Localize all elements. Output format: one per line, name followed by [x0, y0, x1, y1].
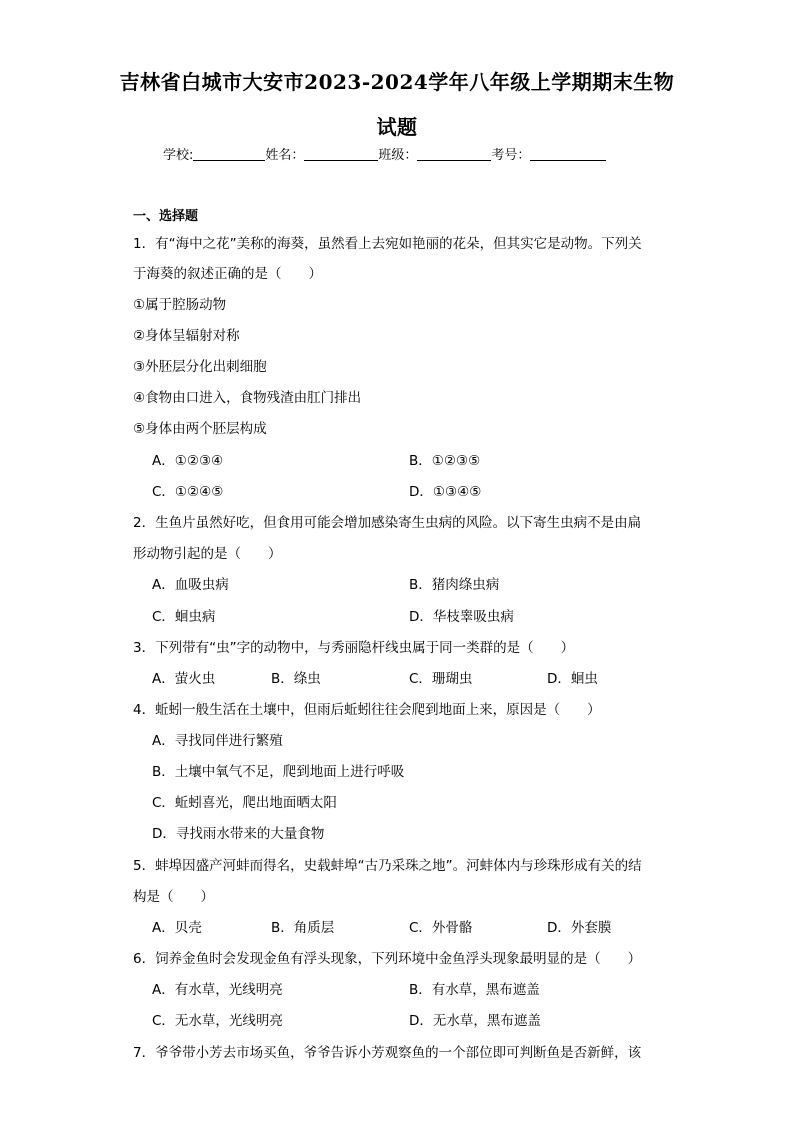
question-2-stem-cont: 形动物引起的是（ ） [133, 546, 282, 562]
question-1-statement: ①属于腔肠动物 [133, 297, 227, 313]
question-4-option-a[interactable]: A．寻找同伴进行繁殖 [152, 733, 283, 749]
class-label: 班级： [378, 148, 418, 163]
question-3-stem: 3．下列带有“虫”字的动物中，与秀丽隐杆线虫属于同一类群的是（ ） [133, 640, 575, 656]
question-3-option-a[interactable]: A．萤火虫 [152, 671, 216, 687]
school-label: 学校: [163, 148, 194, 163]
page-title: 吉林省白城市大安市2023-2024学年八年级上学期期末生物 [119, 70, 675, 94]
question-1-option-b[interactable]: B．①②③⑤ [409, 453, 481, 469]
question-1-option-d[interactable]: D．①③④⑤ [409, 484, 482, 500]
section-heading: 一、选择题 [133, 209, 199, 224]
number-field[interactable] [530, 146, 606, 161]
question-2-option-b[interactable]: B．猪肉绦虫病 [409, 577, 500, 593]
page-title-continued: 试题 [376, 115, 418, 139]
question-5-stem-cont: 构是（ ） [133, 889, 214, 905]
question-2-stem: 2．生鱼片虽然好吃，但食用可能会增加感染寄生虫病的风险。以下寄生虫病不是由扁 [133, 515, 642, 531]
question-1-statement: ⑤身体由两个胚层构成 [133, 421, 267, 437]
question-3-option-b[interactable]: B．绦虫 [271, 671, 321, 687]
name-field[interactable] [304, 146, 378, 161]
question-5-option-d[interactable]: D．外套膜 [547, 920, 612, 936]
question-1-option-a[interactable]: A．①②③④ [152, 453, 224, 469]
student-info-row [163, 144, 606, 163]
question-2-option-d[interactable]: D．华枝睾吸虫病 [409, 609, 514, 625]
question-6-stem: 6．饲养金鱼时会发现金鱼有浮头现象，下列环境中金鱼浮头现象最明显的是（ ） [133, 951, 642, 967]
question-1-statement: ②身体呈辐射对称 [133, 328, 240, 344]
question-4-option-d[interactable]: D．寻找雨水带来的大量食物 [152, 826, 325, 842]
question-1-statement: ③外胚层分化出刺细胞 [133, 359, 267, 375]
school-field[interactable] [193, 146, 265, 161]
question-1-stem: 1．有“海中之花”美称的海葵，虽然看上去宛如艳丽的花朵，但其实它是动物。下列关 [133, 236, 642, 252]
name-label: 姓名： [265, 148, 305, 163]
question-4-option-c[interactable]: C．蚯蚓喜光，爬出地面晒太阳 [152, 795, 337, 811]
question-7-stem: 7．爷爷带小芳去市场买鱼，爷爷告诉小芳观察鱼的一个部位即可判断鱼是否新鲜，该 [133, 1045, 642, 1061]
question-5-option-b[interactable]: B．角质层 [271, 920, 335, 936]
question-4-option-b[interactable]: B．土壤中氧气不足，爬到地面上进行呼吸 [152, 764, 405, 780]
class-field[interactable] [417, 146, 491, 161]
question-2-option-a[interactable]: A．血吸虫病 [152, 577, 229, 593]
question-1-stem-cont: 于海葵的叙述正确的是（ ） [133, 266, 322, 282]
question-5-option-c[interactable]: C．外骨骼 [409, 920, 473, 936]
question-1-statement: ④食物由口进入，食物残渣由肛门排出 [133, 390, 362, 406]
question-3-option-d[interactable]: D．蛔虫 [547, 671, 598, 687]
question-4-stem: 4．蚯蚓一般生活在土壤中，但雨后蚯蚓往往会爬到地面上来，原因是（ ） [133, 702, 601, 718]
number-label: 考号： [491, 148, 531, 163]
question-6-option-c[interactable]: C．无水草，光线明亮 [152, 1013, 283, 1029]
question-5-stem: 5．蚌埠因盛产河蚌而得名，史载蚌埠“古乃采珠之地”。河蚌体内与珍珠形成有关的结 [133, 858, 642, 874]
question-2-option-c[interactable]: C．蛔虫病 [152, 609, 216, 625]
question-6-option-a[interactable]: A．有水草，光线明亮 [152, 982, 283, 998]
question-1-option-c[interactable]: C．①②④⑤ [152, 484, 224, 500]
question-6-option-b[interactable]: B．有水草，黑布遮盖 [409, 982, 540, 998]
question-6-option-d[interactable]: D．无水草，黑布遮盖 [409, 1013, 541, 1029]
question-3-option-c[interactable]: C．珊瑚虫 [409, 671, 473, 687]
question-5-option-a[interactable]: A．贝壳 [152, 920, 202, 936]
